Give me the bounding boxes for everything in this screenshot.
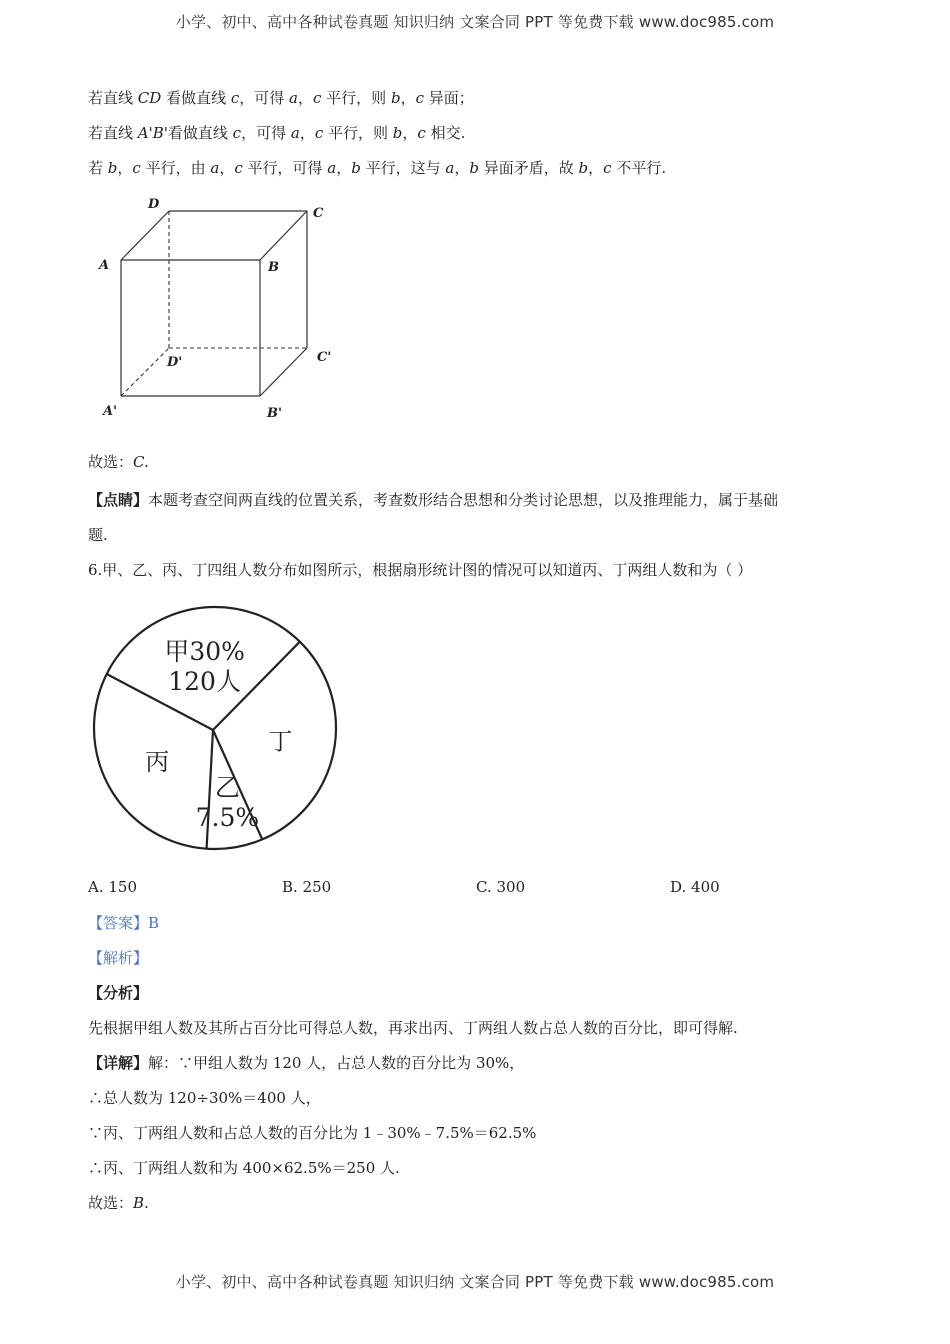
- dianjing-line: [88, 490, 778, 510]
- label-bp: B': [267, 406, 282, 421]
- xiangjie-line: [88, 1053, 524, 1073]
- slice-label-2-0: 乙: [214, 772, 240, 802]
- var-ab: A'B': [137, 124, 168, 142]
- var: c: [603, 159, 612, 177]
- slice-label-1-0: 丁: [268, 727, 293, 756]
- var: b: [392, 124, 403, 142]
- var: c: [415, 89, 424, 107]
- slice-label-0-0: 甲30%: [164, 636, 245, 666]
- var: a: [445, 159, 455, 177]
- option-c: C. 300: [476, 878, 526, 896]
- jiexi-tag: 【解析】: [88, 949, 149, 967]
- text: 看做直线: [167, 124, 233, 142]
- text: 若直线: [88, 89, 138, 107]
- text: 平行，则: [323, 124, 393, 142]
- slice-label-3-0: 丙: [145, 748, 170, 777]
- answer-tag: 【答案】: [88, 914, 149, 932]
- label-cp: C': [317, 350, 332, 365]
- solution-line-ab: [88, 123, 465, 143]
- option-a: A. 150: [88, 878, 137, 896]
- var: a: [210, 159, 220, 177]
- page-header: 小学、初中、高中各种试卷真题 知识归纳 文案合同 PPT 等免费下载 www.doc985.com: [175, 13, 775, 31]
- answer-letter: C.: [133, 453, 149, 471]
- slice-label-2-1: 7.5%: [195, 802, 260, 832]
- pie-chart: [80, 595, 355, 865]
- var: a: [289, 89, 298, 107]
- solution-line-cd: [88, 88, 474, 108]
- choice-line-1: [88, 452, 149, 472]
- xiangjie-tag: 【详解】: [88, 1054, 149, 1072]
- var: c: [314, 124, 324, 142]
- text: ，: [219, 159, 235, 177]
- text: 平行，由: [140, 159, 211, 177]
- edge-ad: [121, 211, 169, 260]
- label-d: D: [148, 197, 160, 212]
- page-footer: 小学、初中、高中各种试卷真题 知识归纳 文案合同 PPT 等免费下载 www.doc985.com: [175, 1273, 775, 1291]
- text: 看做直线: [161, 89, 231, 107]
- text: 平行，这与: [360, 159, 446, 177]
- edge-bpcp: [260, 348, 307, 396]
- text: ，: [336, 159, 352, 177]
- label-ap: A': [103, 404, 118, 419]
- fenxi-text: 先根据甲组人数及其所占百分比可得总人数，再求出丙、丁两组人数占总人数的百分比，即可得解.: [88, 1019, 738, 1037]
- text: 不平行.: [611, 159, 667, 177]
- var: c: [313, 89, 322, 107]
- var: c: [230, 89, 240, 107]
- question-text: 6.甲、乙、丙、丁四组人数分布如图所示，根据扇形统计图的情况可以知道丙、丁两组人数和为（ ）: [88, 561, 753, 579]
- text: ，: [454, 159, 470, 177]
- cube-figure: [90, 190, 350, 425]
- hidden-edge-apdp: [121, 348, 169, 396]
- option-d: D. 400: [670, 878, 720, 896]
- text: ，可得: [241, 124, 291, 142]
- text: 解：∵甲组人数为 120 人，占总人数的百分比为 30%，: [148, 1054, 525, 1072]
- label-dp: D': [167, 355, 183, 370]
- text: ，: [117, 159, 133, 177]
- var: a: [290, 124, 300, 142]
- var: c: [417, 124, 426, 142]
- var: b: [578, 159, 589, 177]
- text: 平行，可得: [242, 159, 328, 177]
- dianjing-line-2: 题.: [88, 526, 108, 544]
- option-b: B. 250: [282, 878, 332, 896]
- var: a: [327, 159, 337, 177]
- text: ，: [402, 124, 418, 142]
- text: ，: [400, 89, 416, 107]
- text: 本题考查空间两直线的位置关系，考查数形结合思想和分类讨论思想，以及推理能力，属于基础: [148, 491, 779, 509]
- var: b: [107, 159, 118, 177]
- edge-bc: [260, 211, 307, 260]
- choice-line-2: [88, 1193, 149, 1213]
- slice-label-0-1: 120人: [168, 666, 241, 696]
- var: b: [351, 159, 361, 177]
- label-a: A: [99, 258, 110, 273]
- text: ，: [297, 89, 313, 107]
- text: 若直线: [88, 124, 138, 142]
- text: ，可得: [239, 89, 290, 107]
- answer-line: [88, 913, 159, 933]
- var: b: [469, 159, 479, 177]
- answer-letter: B.: [133, 1194, 149, 1212]
- dianjing-tag: 【点睛】: [88, 491, 149, 509]
- text: 故选：: [88, 1194, 134, 1212]
- fenxi-tag: 【分析】: [88, 984, 149, 1002]
- solution-line-parallel: [88, 158, 666, 178]
- text: ，: [588, 159, 604, 177]
- text: 异面矛盾，故: [478, 159, 579, 177]
- text: 平行，则: [321, 89, 391, 107]
- text: ，: [299, 124, 315, 142]
- text: 相交.: [425, 124, 466, 142]
- step-2: ∵丙、丁两组人数和占总人数的百分比为 1﹣30%﹣7.5%＝62.5%: [88, 1124, 537, 1142]
- label-b: B: [268, 260, 279, 275]
- var-cd: CD: [137, 89, 162, 107]
- var: c: [132, 159, 141, 177]
- text: 故选：: [88, 453, 134, 471]
- text: 异面；: [423, 89, 474, 107]
- step-3: ∴丙、丁两组人数和为 400×62.5%＝250 人.: [88, 1159, 400, 1177]
- label-c: C: [313, 206, 324, 221]
- var: b: [390, 89, 401, 107]
- var: c: [234, 159, 243, 177]
- step-1: ∴总人数为 120÷30%＝400 人，: [88, 1089, 321, 1107]
- text: 若: [88, 159, 108, 177]
- answer-value: B: [148, 914, 160, 932]
- var: c: [232, 124, 242, 142]
